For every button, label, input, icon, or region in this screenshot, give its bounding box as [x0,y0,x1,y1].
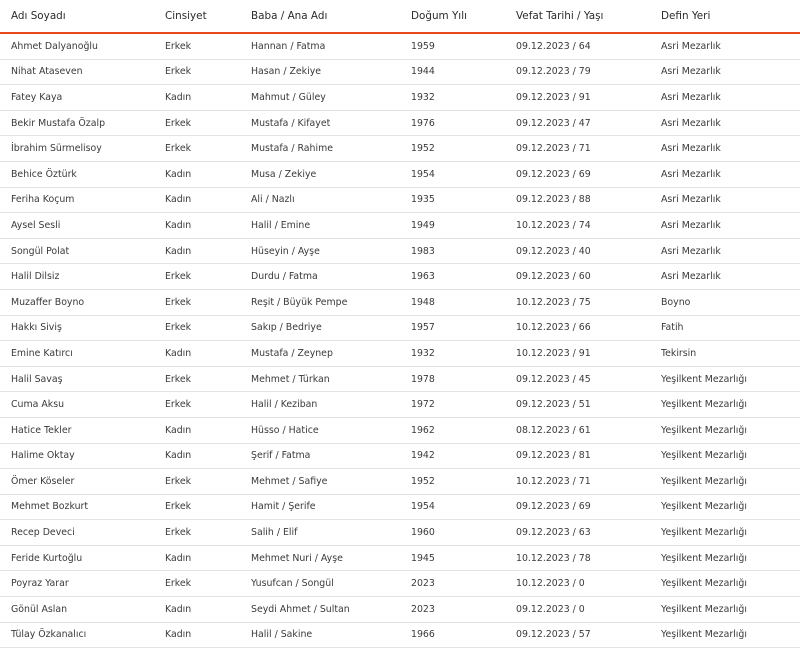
table-row [0,162,800,188]
cell-gender: Erkek [165,322,192,334]
cell-birth-year: 1978 [411,373,435,385]
cell-parents: Ali / Nazlı [251,194,295,206]
cell-name: Ahmet Dalyanoğlu [11,40,98,52]
header-birth-year: Doğum Yılı [411,10,467,22]
cell-name: Aysel Sesli [11,219,61,231]
cell-burial-place: Asri Mezarlık [661,117,721,129]
table-row [0,290,800,316]
cell-name: Muzaffer Boyno [11,296,85,308]
cell-birth-year: 1954 [411,501,435,513]
cell-gender: Erkek [165,117,192,129]
cell-death-date-age: 08.12.2023 / 61 [516,424,591,436]
table-row [0,469,800,495]
cell-name: Ömer Köseler [11,475,75,487]
cell-parents: Salih / Elif [251,527,298,539]
cell-parents: Yusufcan / Songül [251,578,334,590]
cell-death-date-age: 09.12.2023 / 81 [516,450,591,462]
table-row [0,367,800,393]
cell-gender: Kadın [165,424,192,436]
cell-death-date-age: 10.12.2023 / 74 [516,219,591,231]
table-body [0,34,800,648]
cell-birth-year: 1949 [411,219,435,231]
cell-birth-year: 1952 [411,143,435,155]
header-gender: Cinsiyet [165,10,207,22]
cell-parents: Mustafa / Zeynep [251,347,333,359]
cell-name: Feride Kurtoğlu [11,552,83,564]
cell-burial-place: Asri Mezarlık [661,66,721,78]
cell-burial-place: Asri Mezarlık [661,245,721,257]
cell-birth-year: 1954 [411,168,435,180]
cell-name: Hakkı Siviş [11,322,62,334]
cell-burial-place: Yeşilkent Mezarlığı [661,527,747,539]
cell-name: Gönül Aslan [11,603,68,615]
cell-birth-year: 1932 [411,91,435,103]
cell-death-date-age: 09.12.2023 / 88 [516,194,591,206]
cell-parents: Mahmut / Güley [251,91,326,103]
table-row [0,264,800,290]
cell-death-date-age: 09.12.2023 / 0 [516,603,585,615]
cell-parents: Mehmet Nuri / Ayşe [251,552,343,564]
cell-parents: Mehmet / Türkan [251,373,330,385]
cell-death-date-age: 09.12.2023 / 45 [516,373,591,385]
cell-gender: Erkek [165,296,192,308]
table-row [0,623,800,649]
cell-burial-place: Yeşilkent Mezarlığı [661,578,747,590]
table-row [0,213,800,239]
cell-burial-place: Asri Mezarlık [661,219,721,231]
cell-death-date-age: 09.12.2023 / 79 [516,66,591,78]
cell-burial-place: Yeşilkent Mezarlığı [661,399,747,411]
cell-parents: Hannan / Fatma [251,40,326,52]
cell-name: İbrahim Sürmelisoy [11,143,102,155]
cell-parents: Hüseyin / Ayşe [251,245,320,257]
cell-burial-place: Asri Mezarlık [661,194,721,206]
cell-parents: Mustafa / Rahime [251,143,333,155]
cell-death-date-age: 09.12.2023 / 64 [516,40,591,52]
cell-gender: Kadın [165,219,192,231]
cell-gender: Erkek [165,373,192,385]
cell-death-date-age: 09.12.2023 / 71 [516,143,591,155]
cell-parents: Hasan / Zekiye [251,66,322,78]
cell-burial-place: Yeşilkent Mezarlığı [661,552,747,564]
header-death-date-age: Vefat Tarihi / Yaşı [516,10,604,22]
cell-gender: Kadın [165,603,192,615]
cell-burial-place: Tekirsin [661,347,697,359]
cell-birth-year: 1952 [411,475,435,487]
table-row [0,239,800,265]
cell-name: Emine Katırcı [11,347,73,359]
table-row [0,571,800,597]
cell-death-date-age: 10.12.2023 / 71 [516,475,591,487]
cell-name: Songül Polat [11,245,70,257]
cell-birth-year: 1983 [411,245,435,257]
table-row [0,34,800,60]
cell-gender: Kadın [165,347,192,359]
cell-burial-place: Yeşilkent Mezarlığı [661,629,747,641]
cell-birth-year: 1948 [411,296,435,308]
cell-birth-year: 1945 [411,552,435,564]
cell-birth-year: 1962 [411,424,435,436]
table-row [0,495,800,521]
cell-burial-place: Asri Mezarlık [661,271,721,283]
cell-gender: Kadın [165,450,192,462]
cell-gender: Erkek [165,40,192,52]
table-header-row [0,0,800,34]
cell-death-date-age: 10.12.2023 / 0 [516,578,585,590]
cell-parents: Hüsso / Hatice [251,424,319,436]
cell-death-date-age: 09.12.2023 / 69 [516,501,591,513]
cell-birth-year: 2023 [411,603,435,615]
cell-gender: Erkek [165,578,192,590]
cell-death-date-age: 10.12.2023 / 91 [516,347,591,359]
cell-gender: Erkek [165,475,192,487]
cell-death-date-age: 09.12.2023 / 60 [516,271,591,283]
cell-birth-year: 1942 [411,450,435,462]
cell-birth-year: 1935 [411,194,435,206]
cell-name: Cuma Aksu [11,399,65,411]
cell-death-date-age: 10.12.2023 / 78 [516,552,591,564]
cell-name: Feriha Koçum [11,194,75,206]
table-row [0,188,800,214]
cell-name: Recep Deveci [11,527,75,539]
cell-name: Bekir Mustafa Özalp [11,117,106,129]
cell-birth-year: 1972 [411,399,435,411]
table-row [0,520,800,546]
cell-gender: Erkek [165,143,192,155]
cell-burial-place: Yeşilkent Mezarlığı [661,475,747,487]
cell-burial-place: Yeşilkent Mezarlığı [661,373,747,385]
cell-gender: Kadın [165,552,192,564]
cell-birth-year: 1966 [411,629,435,641]
cell-name: Tülay Özkanalıcı [11,629,87,641]
table-row [0,597,800,623]
cell-parents: Reşit / Büyük Pempe [251,296,348,308]
cell-death-date-age: 09.12.2023 / 51 [516,399,591,411]
cell-burial-place: Yeşilkent Mezarlığı [661,501,747,513]
cell-parents: Mehmet / Safiye [251,475,328,487]
cell-death-date-age: 09.12.2023 / 40 [516,245,591,257]
cell-birth-year: 1960 [411,527,435,539]
cell-parents: Musa / Zekiye [251,168,317,180]
cell-burial-place: Asri Mezarlık [661,40,721,52]
cell-burial-place: Yeşilkent Mezarlığı [661,424,747,436]
cell-name: Halil Savaş [11,373,63,385]
cell-birth-year: 1957 [411,322,435,334]
cell-burial-place: Yeşilkent Mezarlığı [661,603,747,615]
cell-birth-year: 2023 [411,578,435,590]
cell-parents: Halil / Emine [251,219,311,231]
cell-death-date-age: 10.12.2023 / 75 [516,296,591,308]
table-row [0,111,800,137]
cell-name: Hatice Tekler [11,424,72,436]
cell-birth-year: 1932 [411,347,435,359]
cell-parents: Mustafa / Kifayet [251,117,331,129]
cell-name: Fatey Kaya [11,91,63,103]
cell-gender: Erkek [165,527,192,539]
cell-death-date-age: 09.12.2023 / 69 [516,168,591,180]
cell-death-date-age: 10.12.2023 / 66 [516,322,591,334]
cell-burial-place: Asri Mezarlık [661,91,721,103]
cell-birth-year: 1944 [411,66,435,78]
header-parents: Baba / Ana Adı [251,10,328,22]
cell-gender: Kadın [165,168,192,180]
cell-parents: Sakıp / Bedriye [251,322,322,334]
cell-gender: Erkek [165,399,192,411]
table-row [0,316,800,342]
cell-burial-place: Asri Mezarlık [661,168,721,180]
table-row [0,60,800,86]
cell-name: Halil Dilsiz [11,271,60,283]
cell-birth-year: 1976 [411,117,435,129]
cell-name: Poyraz Yarar [11,578,69,590]
cell-parents: Seydi Ahmet / Sultan [251,603,350,615]
cell-death-date-age: 09.12.2023 / 57 [516,629,591,641]
cell-parents: Şerif / Fatma [251,450,311,462]
cell-name: Nihat Ataseven [11,66,83,78]
cell-gender: Erkek [165,66,192,78]
table-row [0,85,800,111]
cell-burial-place: Asri Mezarlık [661,143,721,155]
cell-burial-place: Fatih [661,322,684,334]
cell-gender: Erkek [165,501,192,513]
table-row [0,546,800,572]
table-row [0,392,800,418]
cell-name: Halime Oktay [11,450,75,462]
cell-gender: Kadın [165,91,192,103]
cell-gender: Kadın [165,245,192,257]
cell-parents: Halil / Keziban [251,399,318,411]
cell-birth-year: 1959 [411,40,435,52]
cell-gender: Kadın [165,194,192,206]
cell-parents: Halil / Sakine [251,629,313,641]
cell-death-date-age: 09.12.2023 / 63 [516,527,591,539]
cell-parents: Hamit / Şerife [251,501,316,513]
cell-burial-place: Yeşilkent Mezarlığı [661,450,747,462]
header-burial-place: Defin Yeri [661,10,711,22]
cell-name: Mehmet Bozkurt [11,501,89,513]
cell-birth-year: 1963 [411,271,435,283]
cell-death-date-age: 09.12.2023 / 47 [516,117,591,129]
header-name: Adı Soyadı [11,10,66,22]
table-row [0,418,800,444]
cell-gender: Erkek [165,271,192,283]
table-row [0,341,800,367]
cell-name: Behice Öztürk [11,168,77,180]
cell-burial-place: Boyno [661,296,691,308]
cell-parents: Durdu / Fatma [251,271,318,283]
cell-gender: Kadın [165,629,192,641]
cell-death-date-age: 09.12.2023 / 91 [516,91,591,103]
table-row [0,444,800,470]
table-row [0,136,800,162]
